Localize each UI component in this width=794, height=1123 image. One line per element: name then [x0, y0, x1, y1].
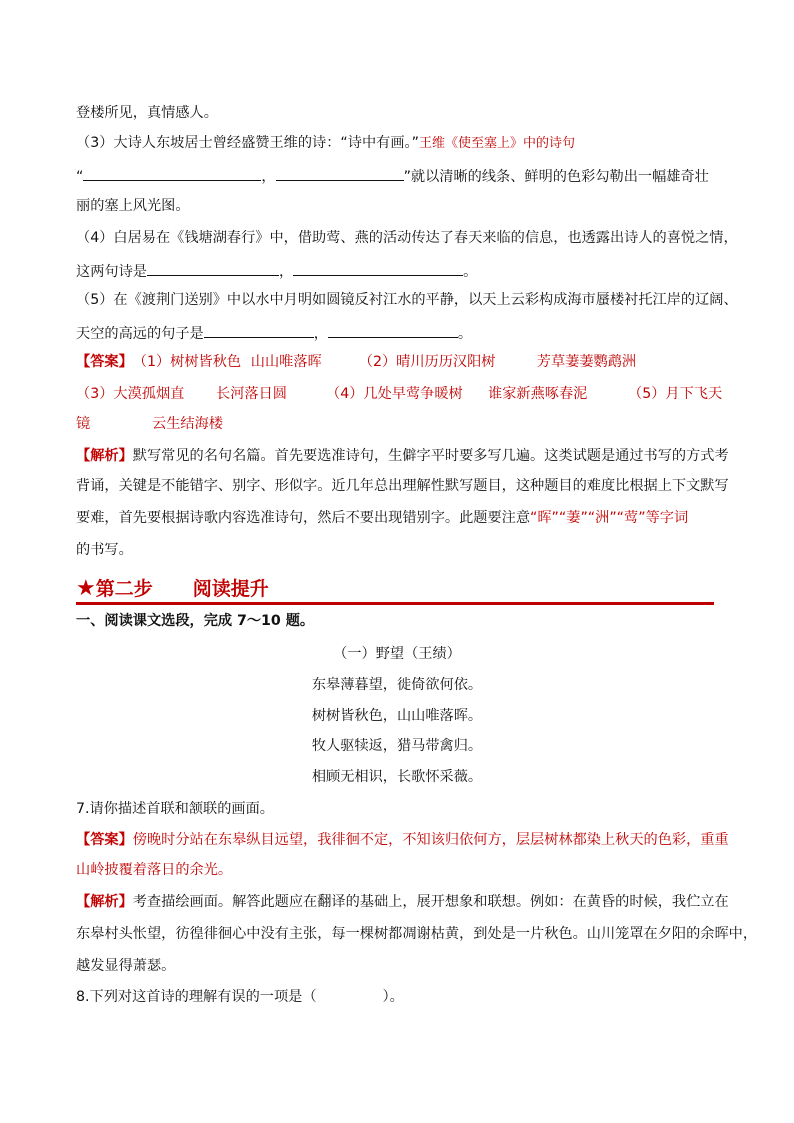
star-icon: ★	[76, 576, 96, 601]
q3-blank-2	[276, 165, 404, 181]
analysis1-line3	[76, 508, 688, 528]
reading-instruction: 一、阅读课文选段，完成 7～10 题。	[76, 613, 315, 629]
analysis-highlight: “晖”“萋”“洲”“莺”等字词	[530, 510, 689, 526]
analysis1-line4: 的书写。	[76, 542, 133, 558]
analysis-text: 考查描绘画面。解答此题应在翻译的基础上，展开想象和联想。例如：在黄昏的时候，我伫立在	[132, 894, 729, 910]
answer7-line2: 山岭披覆着落日的余光。	[76, 862, 233, 878]
q3-quote-open: “	[76, 169, 84, 185]
analysis-tag: 【解析】	[76, 894, 133, 910]
answer-tag: 【答案】	[76, 354, 133, 370]
analysis1-line2: 背诵，关键是不能错字、别字、形似字。近几年总出理解性默写题目，这种题目的难度比根据上下文默写	[76, 478, 729, 494]
q3-line2	[76, 165, 709, 187]
answer1-row1	[76, 352, 636, 372]
q3-prompt: （3）大诗人东坡居士曾经盛赞王维的诗：“诗中有画。”	[76, 135, 419, 151]
q4-blank-1	[147, 260, 279, 276]
answer-item: （5）月下飞天	[628, 386, 723, 402]
q4-blank-separator: ，	[278, 264, 294, 280]
q3-blank-1	[83, 165, 261, 181]
answer-item: 芳草萋萋鹦鹉洲	[536, 354, 637, 370]
q5-prompt: 天空的高远的句子是	[76, 326, 204, 342]
poem-line: 相顾无相识，长歌怀采薇。	[311, 769, 483, 785]
answer-item: （1）树树皆秋色	[132, 354, 242, 370]
answer-text: 傍晚时分站在东皋纵目远望，我徘徊不定，不知该归依何方，层层树林都染上秋天的色彩，重重	[132, 832, 729, 848]
answer1-row3	[76, 414, 223, 434]
q5-line1: （5）在《渡荆门送别》中以水中月明如圆镜反衬江水的平静，以天上云彩构成海市蜃楼衬托江岸的辽阔、	[76, 292, 738, 308]
poem-title: （一）野望（王绩）	[333, 646, 461, 662]
q5-line2	[76, 322, 472, 344]
answer-tag: 【答案】	[76, 832, 133, 848]
q3-line3: 丽的塞上风光图。	[76, 198, 190, 214]
analysis7-line2: 东皋村头怅望，彷徨徘徊心中没有主张，每一棵树都凋谢枯黄，到处是一片秋色。山川笼罩在夕阳的余晖中，	[76, 926, 758, 942]
answer-item: （3）大漠孤烟直	[76, 386, 185, 402]
answer-item: （2）晴川历历汉阳树	[358, 354, 496, 370]
answer7-line1	[76, 830, 729, 850]
answer-item: 谁家新燕啄春泥	[488, 386, 588, 402]
q3-line1	[76, 133, 575, 154]
q4-prompt: 这两句诗是	[76, 264, 147, 280]
q4-line1: （4）白居易在《钱塘湖春行》中，借助莺、燕的活动传达了春天来临的信息，也透露出诗人的喜悦之情，	[76, 230, 738, 246]
q7-text: 7.请你描述首联和颔联的画面。	[76, 801, 274, 817]
answer1-row2	[76, 384, 722, 404]
section-heading	[76, 576, 714, 605]
q3-line2-rest: ”就以清晰的线条、鲜明的色彩勾勒出一幅雄奇壮	[403, 169, 709, 185]
answer-item: 山山唯落晖	[250, 354, 322, 370]
answer-item: 镜	[76, 416, 91, 432]
analysis-text: 默写常见的名句名篇。首先要选准诗句，生僻字平时要多写几遍。这类试题是通过书写的方式考	[132, 448, 729, 464]
q3-blank-separator: ，	[261, 169, 276, 185]
q8-prompt: 8.下列对这首诗的理解有误的一项是（	[76, 989, 317, 1005]
q8-close: ）。	[382, 989, 404, 1005]
poem-line: 树树皆秋色，山山唯落晖。	[311, 708, 483, 724]
q5-blank-2	[328, 322, 458, 338]
answer-item: 长河落日圆	[216, 386, 287, 402]
analysis-tag: 【解析】	[76, 448, 133, 464]
q5-period: 。	[457, 326, 473, 342]
section-title: 阅读提升	[192, 578, 269, 600]
answer-item: （4）几处早莺争暖树	[326, 386, 463, 402]
poem-line: 牧人驱犊返，猎马带禽归。	[311, 738, 483, 754]
analysis7-line1	[76, 892, 729, 912]
analysis7-line3: 越发显得萧瑟。	[76, 958, 176, 974]
answer-item: 云生结海楼	[152, 416, 223, 432]
analysis1-line1	[76, 446, 729, 466]
poem-line: 东皋薄暮望，徙倚欲何依。	[311, 677, 483, 693]
q3-prompt-source: 王维《使至塞上》中的诗句	[418, 136, 575, 151]
q4-line2	[76, 260, 477, 282]
analysis-text: 要难，首先要根据诗歌内容选准诗句，然后不要出现错别字。此题要注意	[76, 510, 531, 526]
q8-text	[76, 987, 404, 1007]
q5-blank-1	[204, 322, 314, 338]
q4-blank-2	[293, 260, 463, 276]
section-step: 第二步	[95, 578, 153, 600]
q2-text-end: 登楼所见，真情感人。	[76, 105, 218, 121]
q4-period: 。	[463, 264, 478, 280]
q5-blank-separator: ，	[313, 326, 328, 342]
